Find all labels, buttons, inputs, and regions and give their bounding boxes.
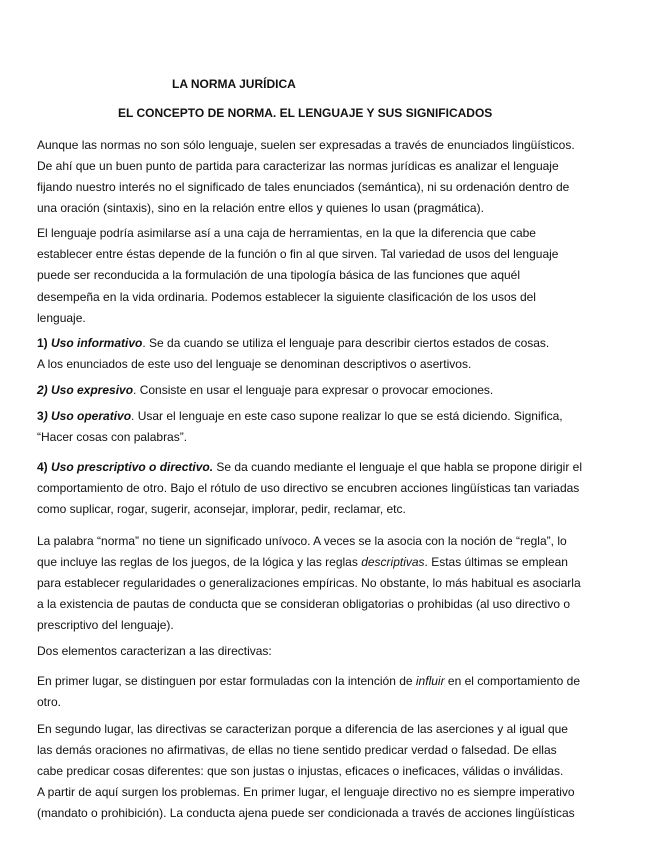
text-segment: una oración (sintaxis), sino en la relación entre ellos y quienes lo usan (pragmática). xyxy=(37,201,484,215)
text-line xyxy=(37,267,520,283)
text-segment: El lenguaje podría asimilarse así a una caja de herramientas, en la que la diferencia que cabe xyxy=(37,226,536,240)
text-segment: Aunque las normas no son sólo lenguaje, suelen ser expresadas a través de enunciados lingüísticos. xyxy=(37,138,575,152)
text-segment: . Estas últimas se emplean xyxy=(424,555,568,569)
text-segment: cabe predicar cosas diferentes: que son justas o injustas, eficaces o ineficaces, válidas o inválidas. xyxy=(37,764,564,778)
text-line xyxy=(37,200,484,216)
text-line xyxy=(37,225,536,241)
text-segment: Dos elementos caracterizan a las directivas: xyxy=(37,644,272,658)
text-segment: Se da cuando mediante el lenguaje el que habla se propone dirigir el xyxy=(213,460,582,474)
bold-text: Uso prescriptivo o directivo. xyxy=(51,460,214,474)
text-line xyxy=(37,459,582,475)
text-segment: las demás oraciones no afirmativas, de ellas no tiene sentido predicar verdad o falsedad. De ellas xyxy=(37,743,557,757)
text-line xyxy=(37,643,272,659)
text-line xyxy=(37,356,471,372)
text-segment: otro. xyxy=(37,695,62,709)
text-segment: La palabra “norma” no tiene un significado unívoco. A veces se la asocia con la noción de “regla”, lo xyxy=(37,534,567,548)
text-line xyxy=(37,763,563,779)
text-line xyxy=(37,805,575,821)
text-line xyxy=(37,382,493,398)
text-line xyxy=(37,289,536,305)
bold-text: 3 xyxy=(37,409,44,423)
text-line xyxy=(37,554,568,570)
bold-text: 1) xyxy=(37,336,52,350)
text-segment: De ahí que un buen punto de partida para caracterizar las normas jurídicas es analizar el lenguaje xyxy=(37,159,559,173)
text-segment: desempeña en la vida ordinaria. Podemos establecer la siguiente clasificación de los usos del xyxy=(37,290,536,304)
bold-text: ) Uso operativo xyxy=(43,409,132,423)
text-segment: A los enunciados de este uso del lenguaje se denominan descriptivos o asertivos. xyxy=(37,357,472,371)
text-segment: establecer entre éstas depende de la función o fin al que sirven. Tal variedad de usos del lenguaje xyxy=(37,247,559,261)
text-segment: A partir de aquí surgen los problemas. En primer lugar, el lenguaje directivo no es siempre imperativo xyxy=(37,785,575,799)
text-line xyxy=(37,480,579,496)
bold-text: Uso informativo xyxy=(51,336,143,350)
text-segment: prescriptivo del lenguaje). xyxy=(37,618,174,632)
text-line xyxy=(37,721,568,737)
text-segment: lenguaje. xyxy=(37,311,86,325)
text-line xyxy=(37,575,581,591)
text-line xyxy=(37,310,86,326)
text-line xyxy=(37,617,174,633)
text-segment: para establecer regularidades o generalizaciones empíricas. No obstante, lo más habitual es asociarla xyxy=(37,576,581,590)
text-line xyxy=(37,137,575,153)
text-line xyxy=(37,694,61,710)
text-segment: En segundo lugar, las directivas se caracterizan porque a diferencia de las aserciones y al igual que xyxy=(37,722,568,736)
text-line xyxy=(37,784,575,800)
text-line xyxy=(37,596,570,612)
text-line xyxy=(37,158,559,174)
text-segment: fijando nuestro interés no el significado de tales enunciados (semántica), ni su ordenación dentro de xyxy=(37,180,570,194)
text-segment: como suplicar, rogar, sugerir, aconsejar, implorar, pedir, reclamar, etc. xyxy=(37,502,406,516)
text-line xyxy=(37,246,558,262)
italic-text: influir xyxy=(415,674,445,688)
text-segment: (mandato o prohibición). La conducta ajena puede ser condicionada a través de acciones lingüísticas xyxy=(37,806,575,820)
document-title: LA NORMA JURÍDICA xyxy=(172,77,296,91)
text-segment: . Usar el lenguaje en este caso supone realizar lo que se está diciendo. Significa, xyxy=(131,409,563,423)
text-line xyxy=(37,179,569,195)
text-segment: . Se da cuando se utiliza el lenguaje para describir ciertos estados de cosas. xyxy=(142,336,550,350)
text-segment: En primer lugar, se distinguen por estar formuladas con la intención de xyxy=(37,674,416,688)
text-line xyxy=(37,335,549,351)
text-line xyxy=(37,429,187,445)
bold-text: 2) Uso expresivo xyxy=(37,383,134,397)
text-line xyxy=(37,742,557,758)
text-segment: que incluye las reglas de los juegos, de la lógica y las reglas xyxy=(37,555,362,569)
text-segment: comportamiento de otro. Bajo el rótulo de uso directivo se encubren acciones lingüísticas tan variadas xyxy=(37,481,580,495)
text-segment: en el comportamiento de xyxy=(444,674,580,688)
text-line xyxy=(37,533,567,549)
text-segment: a la existencia de pautas de conducta que se consideran obligatorias o prohibidas (al uso directivo o xyxy=(37,597,571,611)
text-line xyxy=(37,408,563,424)
text-segment: . Consiste en usar el lenguaje para expresar o provocar emociones. xyxy=(133,383,494,397)
bold-text: 4) xyxy=(37,460,52,474)
text-line xyxy=(37,501,406,517)
text-segment: puede ser reconducida a la formulación de una tipología básica de las funciones que aquél xyxy=(37,268,520,282)
italic-text: descriptivas xyxy=(361,555,425,569)
text-line xyxy=(37,673,580,689)
section-heading: EL CONCEPTO DE NORMA. EL LENGUAJE Y SUS SIGNIFICADOS xyxy=(118,106,493,120)
text-segment: “Hacer cosas con palabras”. xyxy=(37,430,188,444)
